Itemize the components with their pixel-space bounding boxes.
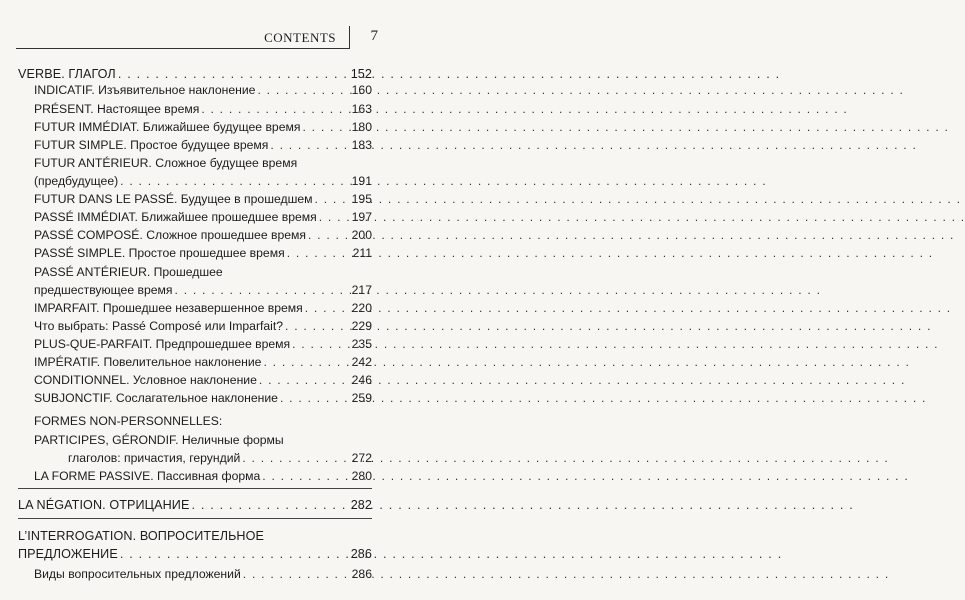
- toc-entry-title: IMPARFAIT. Прошедшее незавершенное время: [34, 301, 303, 315]
- leader-dots: [262, 468, 349, 484]
- toc-entry-passe-immediat[interactable]: [34, 209, 372, 225]
- header-divider: [349, 26, 350, 48]
- leader-dots: [287, 245, 351, 261]
- leader-dots: [259, 372, 350, 388]
- leader-dots: [242, 450, 349, 466]
- header-title: CONTENTS: [264, 30, 336, 45]
- toc-entry-passe-compose[interactable]: [34, 227, 372, 243]
- toc-entry-page: 229: [351, 319, 372, 333]
- toc-entry-plus-que-parfait[interactable]: [34, 336, 372, 352]
- leader-dots: [319, 209, 350, 225]
- toc-entry-indicatif[interactable]: [34, 82, 372, 98]
- toc-entry-page: 286: [350, 547, 372, 561]
- toc-entry-formes-line2[interactable]: PARTICIPES, GÉRONDIF. Неличные формы: [34, 433, 284, 447]
- toc-entry-title: глаголов: причастия, герундий: [68, 451, 241, 465]
- toc-entry-title: INDICATIF. Изъявительное наклонение: [34, 83, 256, 97]
- toc-entry-passe-anterieur[interactable]: [34, 282, 372, 298]
- toc-entry-page: 242: [351, 355, 372, 369]
- leader-dots: [308, 227, 350, 243]
- toc-entry-futur-anterieur-line1[interactable]: FUTUR ANTÉRIEUR. Сложное будущее время: [34, 156, 298, 170]
- leader-dots: [315, 191, 350, 207]
- toc-entry-page: 183: [351, 138, 372, 152]
- toc-entry-imperatif[interactable]: [34, 354, 372, 370]
- toc-entry-formes-line1[interactable]: FORMES NON-PERSONNELLES:: [34, 414, 223, 428]
- leader-dots: [292, 336, 350, 352]
- toc-entry-page: 282: [350, 498, 372, 512]
- toc-entry-title: FUTUR DANS LE PASSÉ. Будущее в прошедшем: [34, 192, 313, 206]
- toc-entry-page: 286: [351, 567, 372, 581]
- toc-entry-title: FUTUR IMMÉDIAT. Ближайшее будущее время: [34, 120, 301, 134]
- toc-entry-futur-immediat[interactable]: [34, 119, 372, 135]
- toc-entry-page: 259: [351, 391, 372, 405]
- toc-entry-page: 200: [351, 228, 372, 242]
- toc-entry-interrogation-line1[interactable]: L’INTERROGATION. ВОПРОСИТЕЛЬНОЕ: [18, 529, 265, 543]
- leader-dots: [201, 101, 349, 117]
- toc-entry-title: Виды вопросительных предложений: [34, 567, 241, 581]
- toc-entry-title: LA FORME PASSIVE. Пассивная форма: [34, 469, 261, 483]
- toc-entry-title: PASSÉ COMPOSÉ. Сложное прошедшее время: [34, 228, 306, 242]
- toc-entry-page: 160: [351, 83, 372, 97]
- toc-entry-title: FUTUR SIMPLE. Простое будущее время: [34, 138, 269, 152]
- toc-entry-formes[interactable]: [68, 450, 372, 466]
- toc-entry-title: (предбудущее): [34, 174, 119, 188]
- toc-entry-title: ПРЕДЛОЖЕНИЕ: [18, 547, 118, 561]
- toc-entry-page: 163: [351, 102, 372, 116]
- toc-entry-futur-dans-le-passe[interactable]: [34, 191, 372, 207]
- toc-entry-forme-passive[interactable]: [34, 468, 372, 484]
- leader-dots: [302, 119, 349, 135]
- toc-entry-imparfait[interactable]: [34, 300, 372, 316]
- leader-dots: [243, 566, 350, 582]
- toc-entry-page: 180: [351, 120, 372, 134]
- toc-entry-title: LA NÉGATION. ОТРИЦАНИЕ: [18, 498, 190, 512]
- leader-dots: [120, 173, 349, 189]
- running-header: [0, 26, 400, 48]
- section-divider: [18, 518, 372, 519]
- toc-entry-title: PLUS-QUE-PARFAIT. Предпрошедшее время: [34, 337, 291, 351]
- toc-entry-page: 152: [350, 67, 372, 81]
- toc-entry-title: PRÉSENT. Настоящее время: [34, 102, 200, 116]
- toc-entry-interrogation[interactable]: [18, 546, 372, 562]
- toc-entry-choose[interactable]: [34, 318, 372, 334]
- toc-entry-title: VERBE. ГЛАГОЛ: [18, 67, 116, 81]
- toc-entry-present[interactable]: [34, 101, 372, 117]
- leader-dots: [191, 497, 348, 513]
- toc-entry-conditionnel[interactable]: [34, 372, 372, 388]
- toc-entry-title: SUBJONCTIF. Сослагательное наклонение: [34, 391, 278, 405]
- leader-dots: [175, 282, 350, 298]
- toc-entry-page: 197: [351, 210, 372, 224]
- toc-entry-page: 195: [351, 192, 372, 206]
- toc-entry-page: 272: [351, 451, 372, 465]
- toc-entry-page: 246: [351, 373, 372, 387]
- toc-entry-futur-simple[interactable]: [34, 137, 372, 153]
- leader-dots: [280, 390, 350, 406]
- toc-entry-page: 220: [351, 301, 372, 315]
- toc-entry-page: 217: [351, 283, 372, 297]
- toc-entry-passe-simple[interactable]: [34, 245, 372, 261]
- toc-entry-negation[interactable]: [18, 497, 372, 513]
- toc-entry-title: предшествующее время: [34, 283, 173, 297]
- leader-dots: [263, 354, 349, 370]
- toc-entry-passe-anterieur-line1[interactable]: PASSÉ ANTÉRIEUR. Прошедшее: [34, 265, 223, 279]
- toc-entry-title: PASSÉ IMMÉDIAT. Ближайшее прошедшее время: [34, 210, 317, 224]
- toc-entry-verbe[interactable]: [18, 66, 372, 82]
- header-page-number: 7: [370, 28, 378, 44]
- toc-entry-title: IMPÉRATIF. Повелительное наклонение: [34, 355, 262, 369]
- toc-entry-page: 235: [351, 337, 372, 351]
- toc-entry-question-types[interactable]: [34, 566, 372, 582]
- toc-entry-title: PASSÉ SIMPLE. Простое прошедшее время: [34, 246, 285, 260]
- toc-entry-page: 280: [351, 469, 372, 483]
- toc-entry-futur-anterieur[interactable]: [34, 173, 372, 189]
- header-rule: [16, 48, 350, 49]
- toc-entry-title: CONDITIONNEL. Условное наклонение: [34, 373, 257, 387]
- leader-dots: [270, 137, 349, 153]
- leader-dots: [305, 300, 350, 316]
- leader-dots: [257, 82, 349, 98]
- leader-dots: [120, 546, 349, 562]
- leader-dots: [118, 66, 349, 82]
- section-divider: [18, 488, 372, 489]
- leader-dots: [285, 318, 350, 334]
- toc-entry-page: 191: [351, 174, 372, 188]
- toc-entry-title: Что выбрать: Passé Composé или Imparfait?: [34, 319, 284, 333]
- toc-entry-page: 211: [352, 246, 372, 260]
- toc-entry-subjonctif[interactable]: [34, 390, 372, 406]
